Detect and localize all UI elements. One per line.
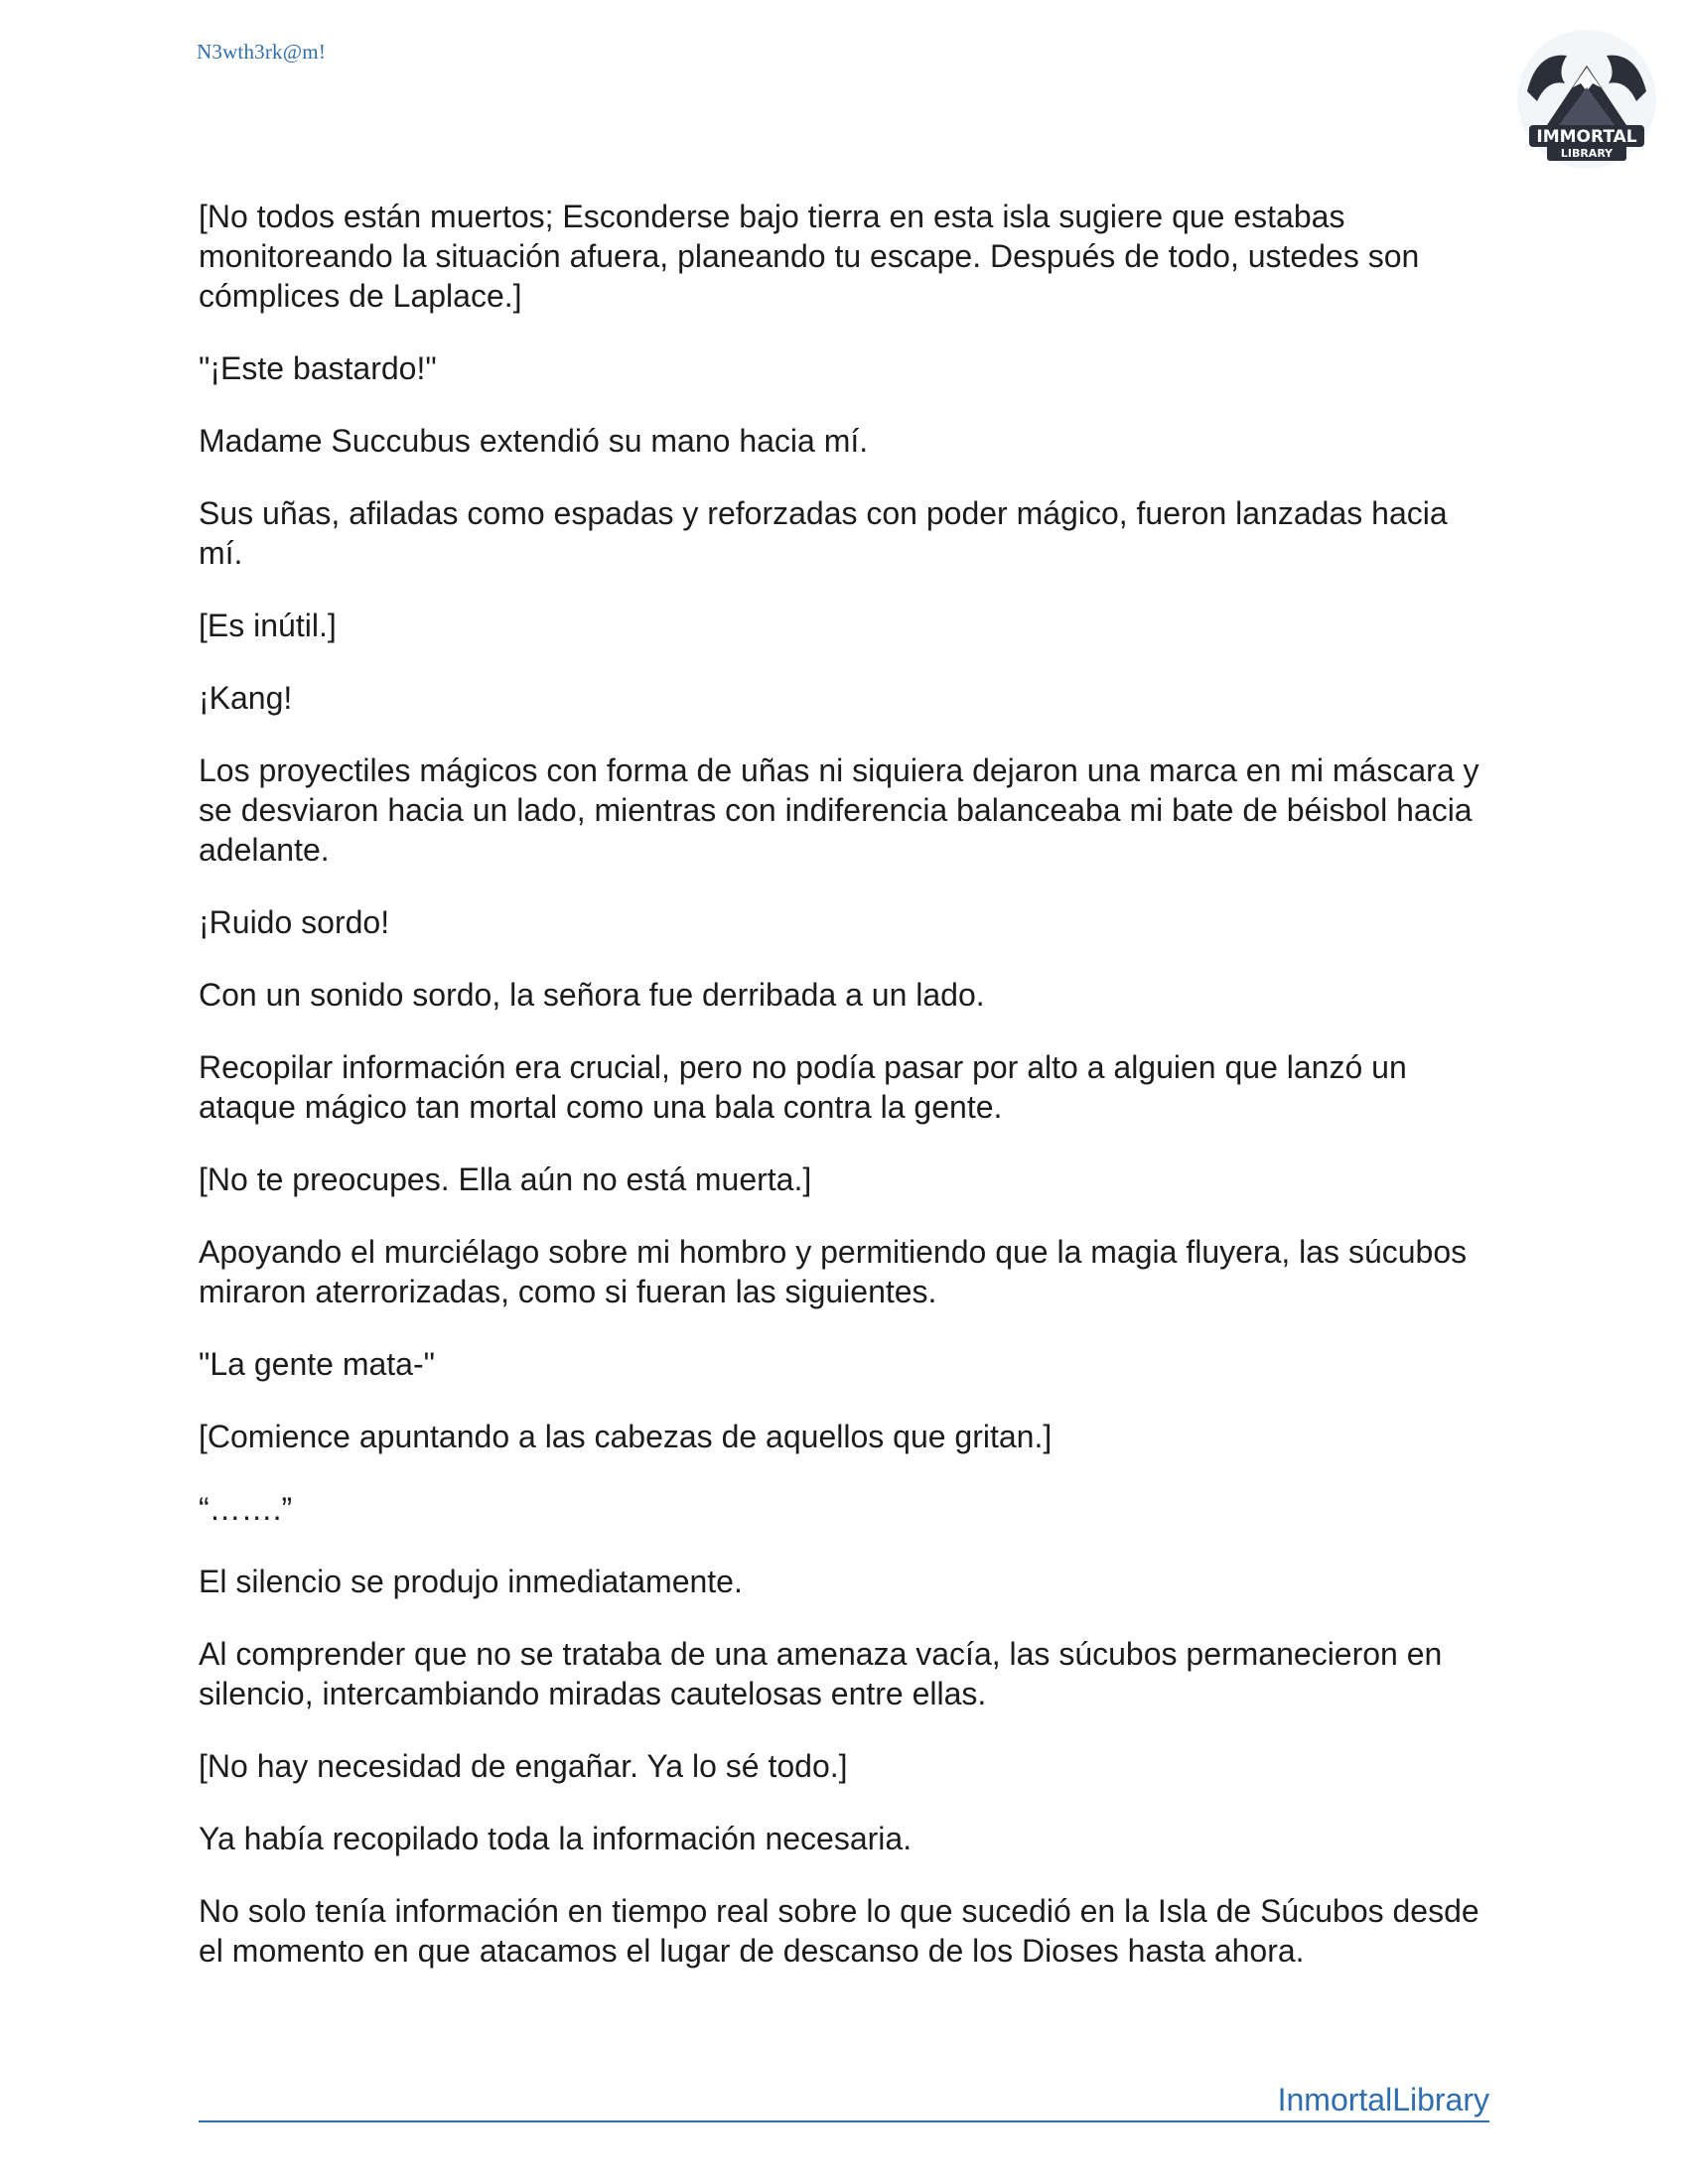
- paragraph: [No hay necesidad de engañar. Ya lo sé todo.]: [199, 1748, 848, 1784]
- paragraph: [No todos están muertos; Esconderse bajo tierra en esta isla sugiere que estabas monitoreando la situación afuera, planeando tu escape. Después de todo, ustedes son cómplices de Laplace.]: [199, 199, 1420, 314]
- paragraph: No solo tenía información en tiempo real sobre lo que sucedió en la Isla de Súcubos desde el momento en que atacamos el lugar de descanso de los Dioses hasta ahora.: [199, 1893, 1479, 1969]
- paragraph: ¡Ruido sordo!: [199, 904, 390, 940]
- paragraph: El silencio se produjo inmediatamente.: [199, 1564, 743, 1599]
- paragraph: Ya había recopilado toda la información necesaria.: [199, 1821, 913, 1856]
- header-watermark: N3wth3rk@m!: [197, 40, 327, 64]
- paragraph: [Comience apuntando a las cabezas de aquellos que gritan.]: [199, 1419, 1053, 1454]
- paragraph: “…….”: [199, 1491, 293, 1527]
- paragraph: Sus uñas, afiladas como espadas y reforzadas con poder mágico, fueron lanzadas hacia mí.: [199, 495, 1448, 571]
- paragraph: Con un sonido sordo, la señora fue derribada a un lado.: [199, 977, 985, 1013]
- paragraph: [Es inútil.]: [199, 608, 337, 643]
- paragraph: Al comprender que no se trataba de una amenaza vacía, las súcubos permanecieron en silencio, intercambiando miradas cautelosas entre ellas.: [199, 1636, 1443, 1711]
- logo-emblem-icon: [1507, 22, 1666, 181]
- document-body: [199, 197, 1489, 2003]
- paragraph: Apoyando el murciélago sobre mi hombro y permitiendo que la magia fluyera, las súcubos miraron aterrorizadas, como si fueran las siguientes.: [199, 1234, 1468, 1309]
- paragraph: ¡Kang!: [199, 680, 293, 716]
- paragraph: [No te preocupes. Ella aún no está muerta.]: [199, 1161, 812, 1197]
- paragraph: Madame Succubus extendió su mano hacia mí.: [199, 423, 869, 459]
- paragraph: Los proyectiles mágicos con forma de uñas ni siquiera dejaron una marca en mi máscara y se desviaron hacia un lado, mientras con indiferencia balanceaba mi bate de béisbol hacia adelante.: [199, 752, 1479, 868]
- paragraph: "La gente mata-": [199, 1346, 435, 1382]
- footer-library-link[interactable]: InmortalLibrary: [1277, 2082, 1489, 2117]
- logo-line1: IMMORTAL: [1536, 127, 1637, 147]
- immortal-library-logo: [1507, 22, 1666, 181]
- paragraph: "¡Este bastardo!": [199, 350, 437, 386]
- logo-line2: LIBRARY: [1560, 147, 1614, 160]
- footer-rule: [199, 2077, 1489, 2122]
- paragraph: Recopilar información era crucial, pero no podía pasar por alto a alguien que lanzó un ataque mágico tan mortal como una bala contra la gente.: [199, 1049, 1407, 1125]
